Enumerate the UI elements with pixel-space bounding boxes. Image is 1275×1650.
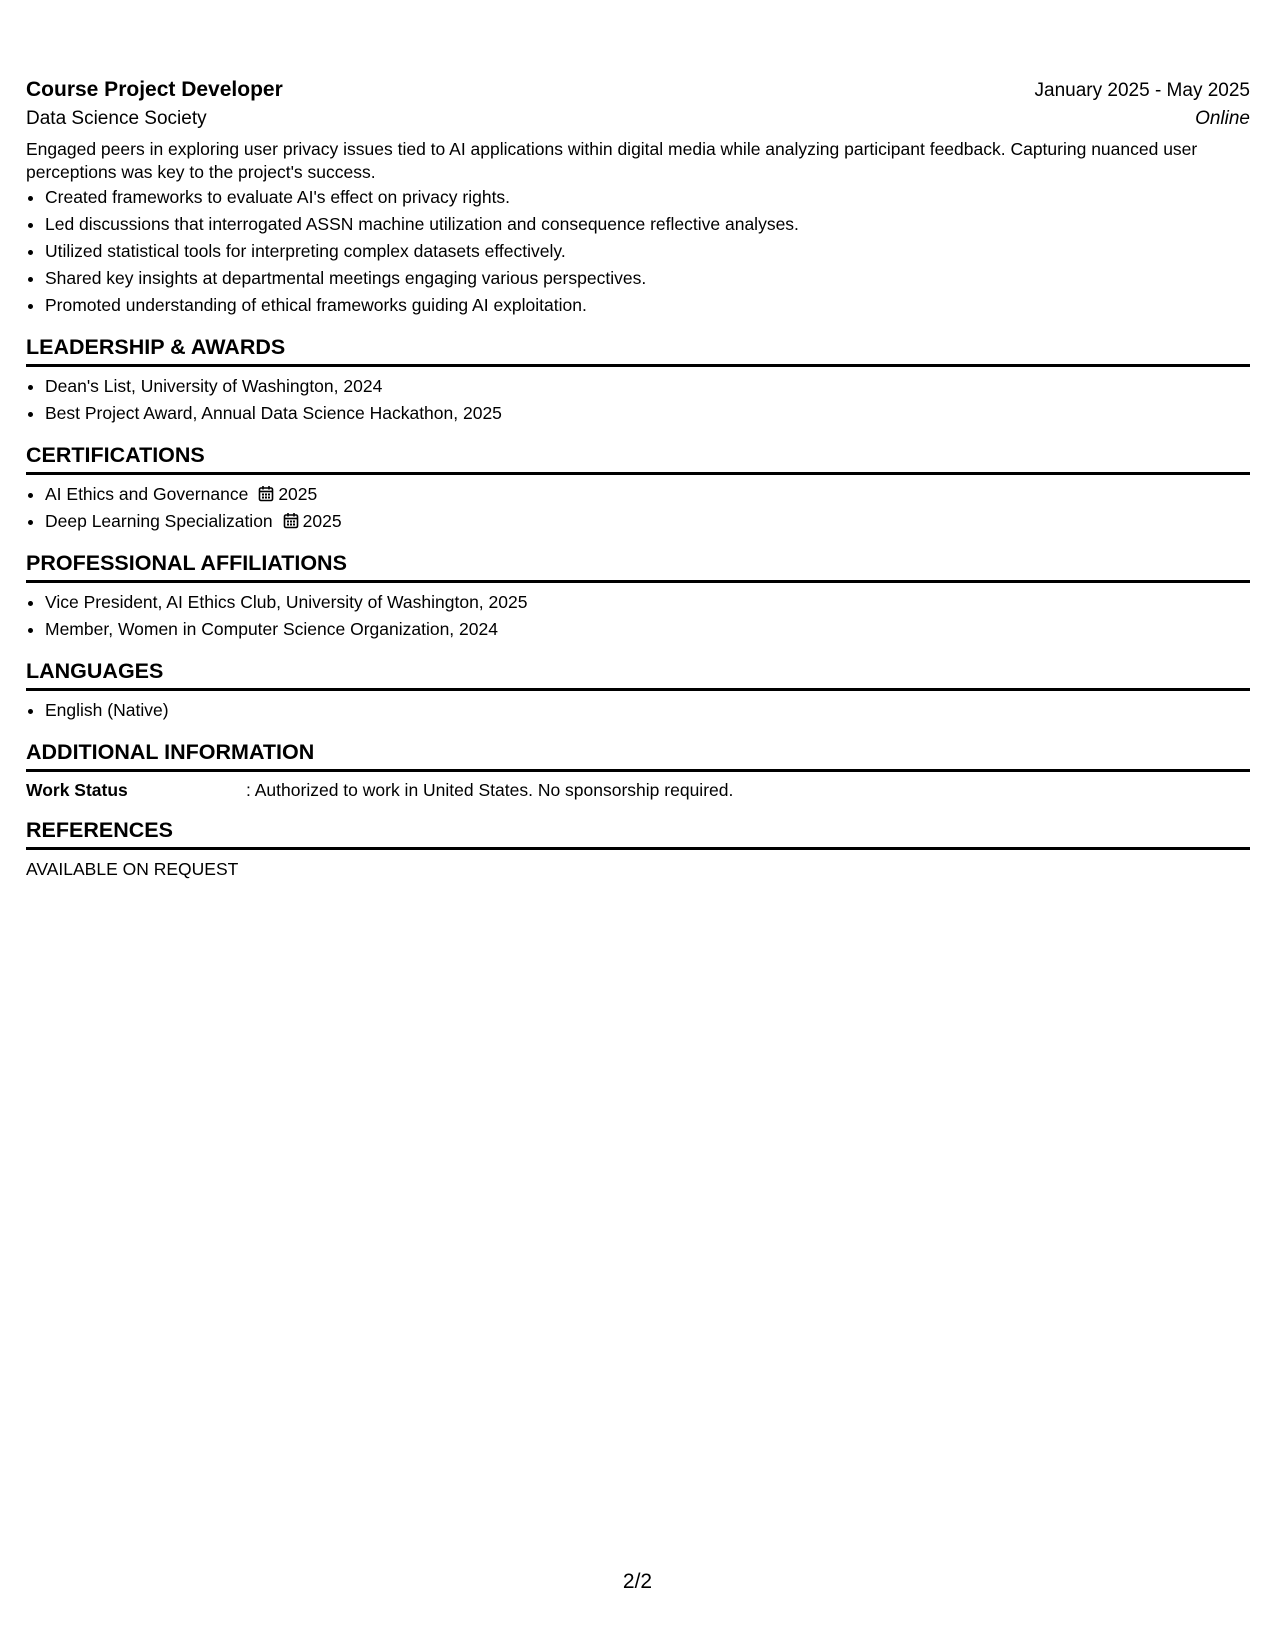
work-status-value: : Authorized to work in United States. No sponsorship required.	[246, 780, 734, 800]
list-item: • Shared key insights at departmental meetings engaging various perspectives.	[45, 265, 1250, 292]
experience-summary: Engaged peers in exploring user privacy issues tied to AI applications within digital media while analyzing participant feedback. Capturing nuanced user perceptions was key to the project's success.	[26, 139, 1198, 182]
languages-list	[26, 697, 1250, 724]
list-item: • English (Native)	[45, 697, 1250, 724]
section-title-certifications: CERTIFICATIONS	[26, 443, 1250, 475]
list-item: • Promoted understanding of ethical frameworks guiding AI exploitation.	[45, 292, 1250, 319]
list-item: • Member, Women in Computer Science Organization, 2024	[45, 616, 1250, 643]
list-item: • Best Project Award, Annual Data Science Hackathon, 2025	[45, 400, 1250, 427]
certification-year: 2025	[278, 484, 318, 504]
experience-header	[26, 78, 1250, 102]
list-item: • Utilized statistical tools for interpreting complex datasets effectively.	[45, 238, 1250, 265]
resume-page	[26, 78, 1250, 882]
list-item: • Led discussions that interrogated ASSN machine utilization and consequence reflective analyses.	[45, 211, 1250, 238]
certification-year: 2025	[302, 511, 342, 531]
leadership-list	[26, 373, 1250, 427]
experience-subheader	[26, 102, 1250, 130]
job-title: Course Project Developer	[26, 78, 283, 101]
calendar-icon	[283, 510, 299, 527]
section-title-leadership: LEADERSHIP & AWARDS	[26, 335, 1250, 367]
list-item: • Dean's List, University of Washington, 2024	[45, 373, 1250, 400]
job-dates: January 2025 - May 2025	[1034, 80, 1250, 101]
job-location: Online	[1195, 108, 1250, 129]
section-title-affiliations: PROFESSIONAL AFFILIATIONS	[26, 551, 1250, 583]
work-status-row	[26, 778, 1250, 802]
section-title-languages: LANGUAGES	[26, 659, 1250, 691]
list-item	[45, 481, 1250, 508]
certification-name: AI Ethics and Governance	[45, 484, 249, 504]
list-item	[45, 508, 1250, 535]
list-item: • Vice President, AI Ethics Club, University of Washington, 2025	[45, 589, 1250, 616]
references-text: AVAILABLE ON REQUEST	[26, 859, 239, 879]
calendar-icon	[258, 483, 274, 500]
list-item: • Created frameworks to evaluate AI's effect on privacy rights.	[45, 184, 1250, 211]
work-status-label: Work Status	[26, 780, 128, 800]
section-title-references: REFERENCES	[26, 818, 1250, 850]
organization-name: Data Science Society	[26, 108, 207, 129]
experience-bullets	[26, 184, 1250, 319]
page-number: 2/2	[622, 1570, 653, 1593]
affiliations-list	[26, 589, 1250, 643]
section-title-additional-information: ADDITIONAL INFORMATION	[26, 740, 1250, 772]
certification-name: Deep Learning Specialization	[45, 511, 273, 531]
certifications-list	[26, 481, 1250, 535]
